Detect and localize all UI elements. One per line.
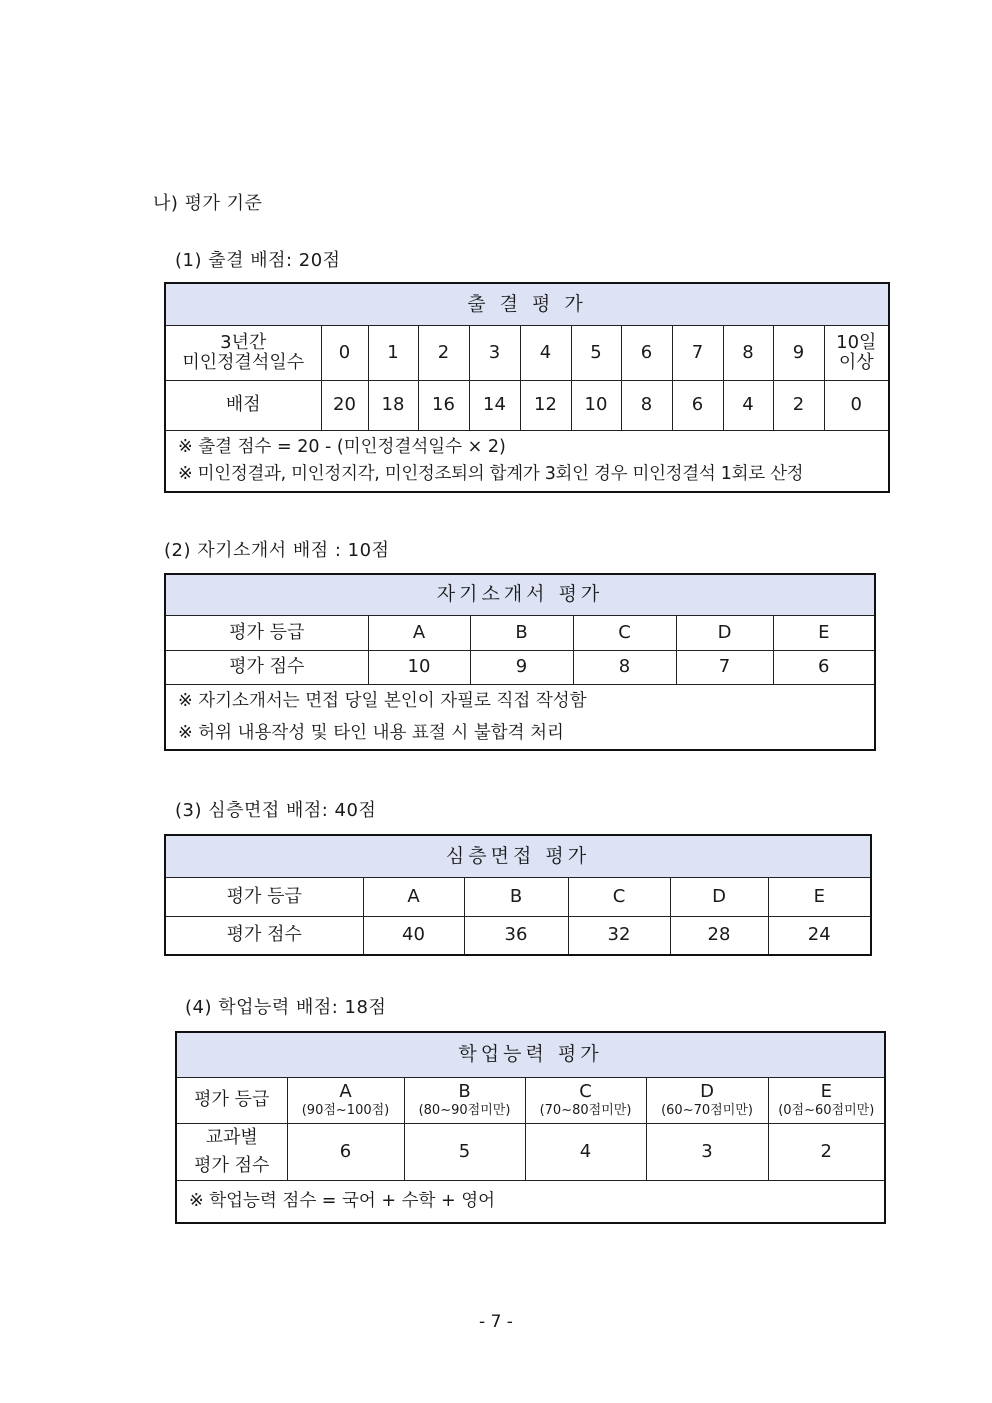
attendance-score-cell: 14 [469, 380, 520, 430]
academic-table [175, 1031, 886, 1224]
academic-score-cell: 2 [768, 1123, 885, 1180]
attendance-table-title: 출 결 평 가 [165, 283, 889, 325]
self-intro-score-cell: 7 [676, 650, 773, 684]
self-intro-grade-cell: D [676, 615, 773, 650]
academic-table-title: 학업능력 평가 [176, 1032, 885, 1077]
attendance-score-cell: 0 [824, 380, 889, 430]
self-intro-score-cell: 10 [368, 650, 470, 684]
academic-score-cell: 5 [404, 1123, 525, 1180]
interview-grade-cell: D [670, 877, 768, 916]
academic-grade-range: (0점~60점미만) [778, 1102, 875, 1118]
self-intro-grade-cell: B [470, 615, 573, 650]
attendance-score-cell: 2 [773, 380, 824, 430]
academic-grade-letter: E [820, 1080, 832, 1102]
interview-score-cell: 28 [670, 916, 768, 955]
attendance-notes [165, 430, 889, 492]
academic-grade-cell [404, 1077, 525, 1123]
self-intro-grade-label: 평가 등급 [165, 615, 368, 650]
academic-grade-cell [646, 1077, 768, 1123]
interview-grade-cell: C [568, 877, 670, 916]
attendance-score-cell: 10 [571, 380, 621, 430]
interview-grade-cell: E [768, 877, 871, 916]
absence-days-last-line1: 10일 [836, 331, 877, 353]
interview-score-cell: 24 [768, 916, 871, 955]
academic-score-cell: 4 [525, 1123, 646, 1180]
academic-grade-range: (60~70점미만) [661, 1102, 753, 1118]
attendance-score-label: 배점 [165, 380, 321, 430]
interview-grade-label: 평가 등급 [165, 877, 363, 916]
interview-grade-cell: A [363, 877, 464, 916]
self-intro-grade-cell: A [368, 615, 470, 650]
self-intro-grade-cell: C [573, 615, 676, 650]
academic-heading: (4) 학업능력 배점: 18점 [185, 997, 387, 1018]
absence-days-cell: 1 [368, 325, 418, 380]
absence-days-cell: 3 [469, 325, 520, 380]
attendance-score-cell: 6 [672, 380, 723, 430]
interview-score-label: 평가 점수 [165, 916, 363, 955]
attendance-note: ※ 출결 점수 = 20 - (미인정결석일수 × 2) [178, 436, 506, 457]
attendance-score-cell: 4 [723, 380, 773, 430]
self-intro-table [164, 573, 876, 751]
academic-grade-letter: C [579, 1080, 592, 1102]
absence-days-label-line2: 미인정결석일수 [182, 351, 305, 373]
interview-score-cell: 36 [464, 916, 568, 955]
academic-grade-cell [768, 1077, 885, 1123]
academic-grade-range: (90점~100점) [301, 1102, 390, 1118]
attendance-score-cell: 8 [621, 380, 672, 430]
absence-days-cell: 2 [418, 325, 469, 380]
interview-heading: (3) 심층면접 배점: 40점 [175, 800, 377, 821]
academic-grade-range: (80~90점미만) [418, 1102, 511, 1118]
self-intro-note: ※ 허위 내용작성 및 타인 내용 표절 시 불합격 처리 [178, 722, 564, 743]
absence-days-cell: 4 [520, 325, 571, 380]
attendance-score-cell: 12 [520, 380, 571, 430]
self-intro-grade-cell: E [773, 615, 875, 650]
academic-score-label-line1: 교과별 [205, 1126, 258, 1148]
attendance-score-cell: 16 [418, 380, 469, 430]
attendance-heading: (1) 출결 배점: 20점 [175, 250, 341, 271]
absence-days-cell: 6 [621, 325, 672, 380]
interview-score-cell: 32 [568, 916, 670, 955]
interview-grade-cell: B [464, 877, 568, 916]
academic-grade-cell [287, 1077, 404, 1123]
self-intro-score-cell: 9 [470, 650, 573, 684]
absence-days-cell: 8 [723, 325, 773, 380]
academic-score-label [176, 1123, 287, 1180]
academic-grade-letter: B [458, 1080, 471, 1102]
self-intro-score-cell: 6 [773, 650, 875, 684]
absence-days-row [165, 325, 889, 380]
section-title: 나) 평가 기준 [153, 193, 263, 214]
absence-days-cell: 0 [321, 325, 368, 380]
self-intro-note: ※ 자기소개서는 면접 당일 본인이 자필로 직접 작성함 [178, 690, 587, 711]
absence-days-last-line2: 이상 [838, 351, 874, 373]
interview-table [164, 834, 872, 956]
absence-days-label-line1: 3년간 [220, 331, 267, 353]
academic-grade-letter: A [339, 1080, 352, 1102]
absence-days-cell: 9 [773, 325, 824, 380]
absence-days-cell-last [824, 325, 889, 380]
academic-note: ※ 학업능력 점수 = 국어 + 수학 + 영어 [176, 1180, 885, 1223]
attendance-score-cell: 20 [321, 380, 368, 430]
attendance-table [164, 282, 890, 493]
interview-table-title: 심층면접 평가 [165, 835, 871, 877]
self-intro-score-label: 평가 점수 [165, 650, 368, 684]
self-intro-table-title: 자기소개서 평가 [165, 574, 875, 615]
self-intro-notes [165, 684, 875, 750]
absence-days-label [165, 325, 321, 380]
academic-score-cell: 6 [287, 1123, 404, 1180]
attendance-note: ※ 미인정결과, 미인정지각, 미인정조퇴의 합계가 3회인 경우 미인정결석 1회로 산정 [178, 463, 804, 484]
absence-days-cell: 7 [672, 325, 723, 380]
academic-grade-range: (70~80점미만) [539, 1102, 632, 1118]
academic-score-label-line2: 평가 점수 [194, 1154, 270, 1176]
academic-score-cell: 3 [646, 1123, 768, 1180]
absence-days-cell: 5 [571, 325, 621, 380]
academic-grade-letter: D [700, 1080, 714, 1102]
attendance-score-cell: 18 [368, 380, 418, 430]
attendance-score-row [165, 380, 889, 430]
self-intro-score-cell: 8 [573, 650, 676, 684]
self-intro-heading: (2) 자기소개서 배점 : 10점 [164, 540, 390, 561]
academic-grade-cell [525, 1077, 646, 1123]
academic-grade-label: 평가 등급 [176, 1077, 287, 1123]
page-number: - 7 - [479, 1312, 513, 1332]
interview-score-cell: 40 [363, 916, 464, 955]
